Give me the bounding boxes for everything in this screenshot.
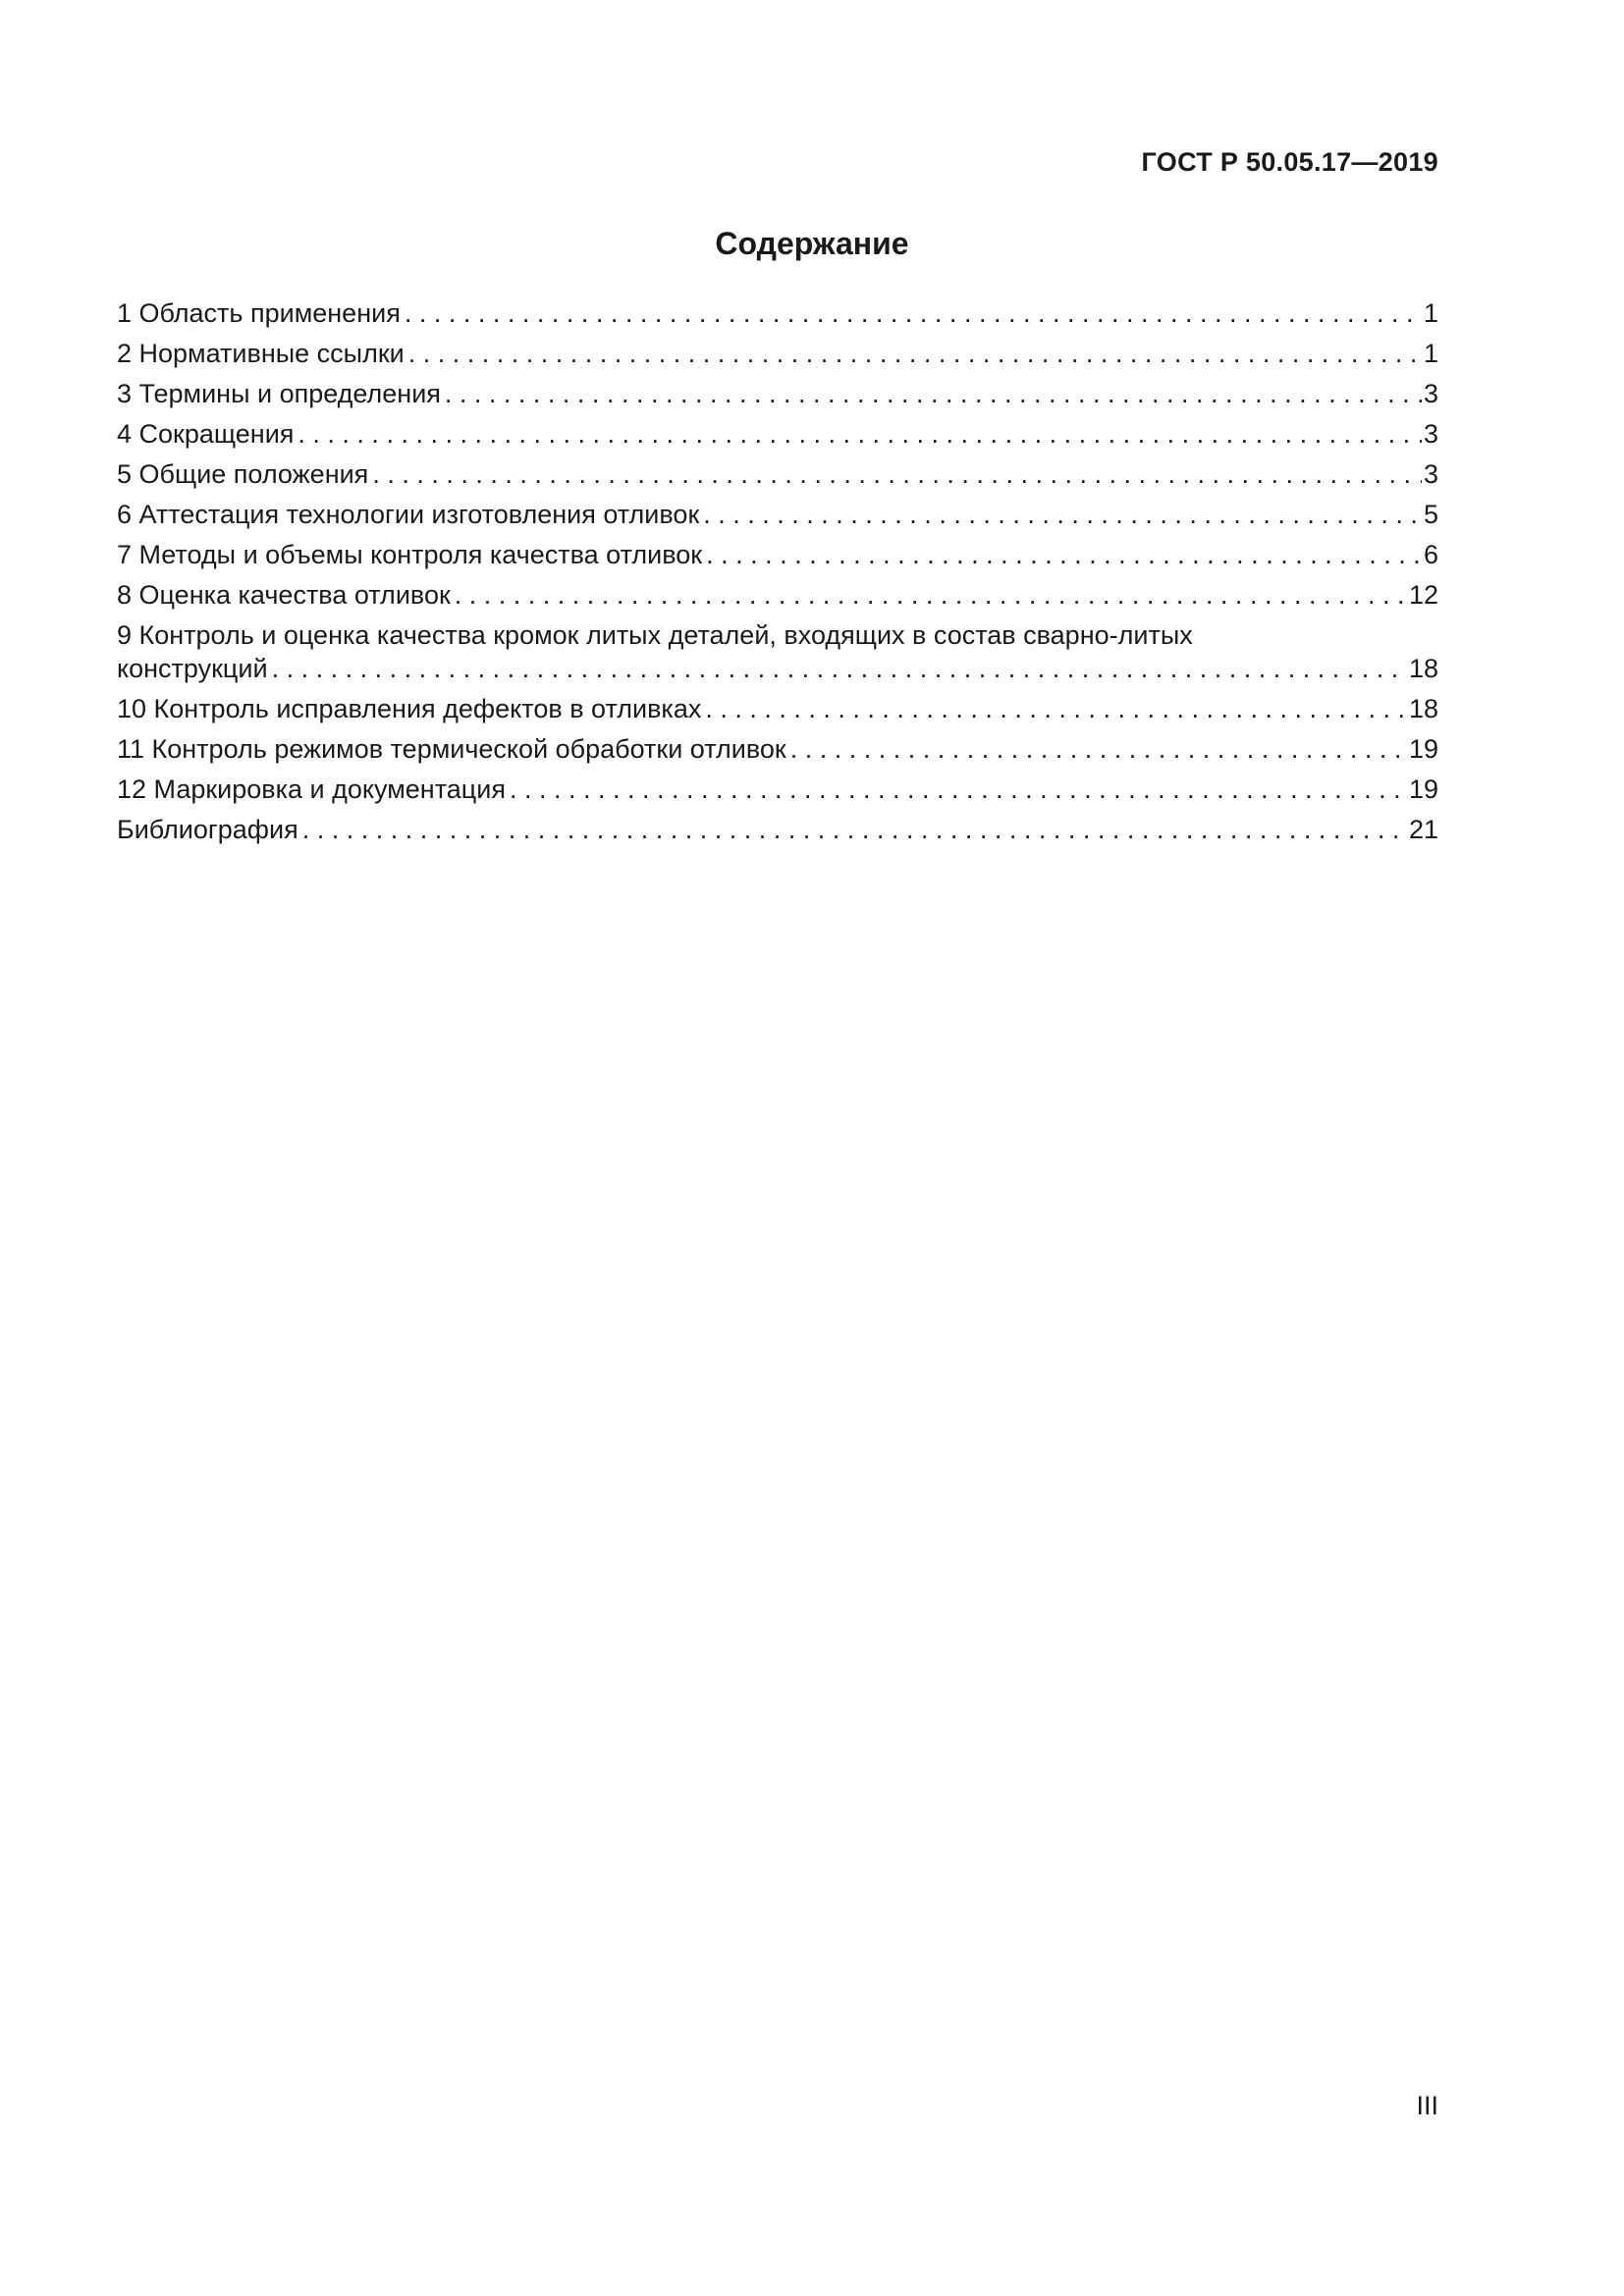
toc-entry-page: 3 xyxy=(1423,419,1438,449)
toc-entry-page: 3 xyxy=(1423,379,1438,408)
dot-leader xyxy=(702,538,1422,571)
toc-entry-control-methods[interactable] xyxy=(117,538,1438,571)
toc-entry-text: 10 Контроль исправления дефектов в отливках xyxy=(117,694,702,723)
toc-entry-text: 6 Аттестация технологии изготовления отливок xyxy=(117,500,700,529)
toc-entry-text: конструкций xyxy=(117,654,268,683)
toc-entry-text: 12 Маркировка и документация xyxy=(117,774,506,804)
toc-entry-page: 5 xyxy=(1423,500,1438,529)
toc-entry-text: 5 Общие положения xyxy=(117,459,369,489)
toc-entry-text-line-1: 9 Контроль и оценка качества кромок литых деталей, входящих в состав сварно-литых xyxy=(117,620,1193,650)
toc-entry-text: 2 Нормативные ссылки xyxy=(117,339,405,368)
dot-leader xyxy=(701,692,1407,725)
dot-leader xyxy=(441,377,1422,410)
toc-entry-page: 1 xyxy=(1423,298,1438,328)
dot-leader xyxy=(451,578,1407,612)
toc-entry-abbreviations[interactable] xyxy=(117,417,1438,451)
dot-leader xyxy=(298,813,1407,846)
dot-leader xyxy=(294,417,1422,451)
toc-entry-page: 6 xyxy=(1423,540,1438,569)
toc-entry-text: 4 Сокращения xyxy=(117,419,295,449)
toc-entry-text: 8 Оценка качества отливок xyxy=(117,580,451,610)
toc-entry-edge-control[interactable] xyxy=(117,618,1438,685)
table-of-contents xyxy=(117,296,1438,853)
dot-leader xyxy=(401,296,1422,330)
dot-leader xyxy=(368,457,1422,491)
document-code: ГОСТ Р 50.05.17—2019 xyxy=(1141,147,1438,177)
toc-entry-scope[interactable] xyxy=(117,296,1438,330)
toc-entry-normative-references[interactable] xyxy=(117,337,1438,370)
dot-leader xyxy=(405,337,1422,370)
toc-entry-general-provisions[interactable] xyxy=(117,457,1438,491)
toc-entry-marking[interactable] xyxy=(117,773,1438,806)
toc-entry-certification[interactable] xyxy=(117,498,1438,531)
dot-leader xyxy=(268,652,1407,685)
toc-entry-page: 12 xyxy=(1408,580,1438,610)
toc-entry-page: 21 xyxy=(1408,815,1438,844)
toc-entry-heat-treatment[interactable] xyxy=(117,732,1438,766)
toc-entry-page: 18 xyxy=(1408,654,1438,683)
toc-entry-bibliography[interactable] xyxy=(117,813,1438,846)
toc-entry-page: 1 xyxy=(1423,339,1438,368)
toc-entry-text: Библиография xyxy=(117,815,298,844)
toc-title: Содержание xyxy=(715,226,909,261)
toc-entry-page: 3 xyxy=(1423,459,1438,489)
toc-entry-text: 3 Термины и определения xyxy=(117,379,441,408)
toc-entry-text: 1 Область применения xyxy=(117,298,401,328)
dot-leader xyxy=(786,732,1407,766)
toc-entry-defect-correction[interactable] xyxy=(117,692,1438,725)
toc-entry-page: 19 xyxy=(1408,734,1438,764)
toc-entry-quality-assessment[interactable] xyxy=(117,578,1438,612)
toc-entry-text: 7 Методы и объемы контроля качества отливок xyxy=(117,540,703,569)
toc-entry-page: 19 xyxy=(1408,774,1438,804)
toc-entry-page: 18 xyxy=(1408,694,1438,723)
dot-leader xyxy=(699,498,1422,531)
page-number: III xyxy=(1416,2091,1438,2120)
dot-leader xyxy=(506,773,1407,806)
toc-entry-terms-definitions[interactable] xyxy=(117,377,1438,410)
toc-entry-text: 11 Контроль режимов термической обработки отливок xyxy=(117,734,786,764)
